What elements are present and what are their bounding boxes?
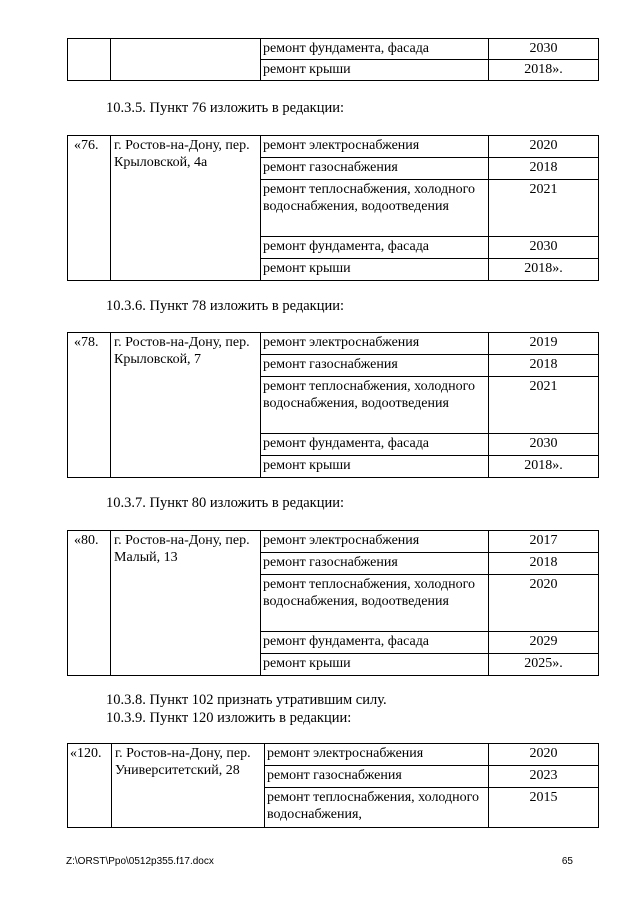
cell-work: ремонт электроснабжения (261, 333, 489, 355)
paragraph-heading: 10.3.9. Пункт 120 изложить в редакции: (106, 710, 352, 726)
cell-year: 2018». (489, 456, 599, 478)
cell-year: 2018». (489, 259, 599, 281)
table-continuation (67, 38, 599, 81)
cell-work: ремонт крыши (261, 60, 489, 81)
cell-work: ремонт электроснабжения (265, 744, 489, 766)
cell-work: ремонт крыши (261, 654, 489, 676)
table-item-76 (67, 135, 599, 281)
cell-year: 2020 (489, 575, 599, 632)
cell-address (111, 39, 261, 81)
cell-num: «80. (68, 531, 111, 676)
footer-page-number: 65 (561, 856, 573, 867)
cell-year: 2017 (489, 531, 599, 553)
cell-work: ремонт электроснабжения (261, 136, 489, 158)
cell-num: «78. (68, 333, 111, 478)
cell-year: 2020 (489, 744, 599, 766)
cell-work: ремонт фундамента, фасада (261, 39, 489, 60)
table-row (68, 136, 599, 158)
cell-year: 2021 (489, 377, 599, 434)
cell-year: 2029 (489, 632, 599, 654)
table-item-78 (67, 332, 599, 478)
cell-work: ремонт газоснабжения (261, 158, 489, 180)
cell-work: ремонт фундамента, фасада (261, 434, 489, 456)
table-row (68, 333, 599, 355)
table-row (68, 531, 599, 553)
cell-work: ремонт газоснабжения (265, 766, 489, 788)
cell-year: 2025». (489, 654, 599, 676)
cell-year: 2030 (489, 39, 599, 60)
cell-work: ремонт электроснабжения (261, 531, 489, 553)
cell-work: ремонт фундамента, фасада (261, 632, 489, 654)
cell-address: г. Ростов-на-Дону, пер. Университетский, 28 (112, 744, 265, 828)
cell-work: ремонт теплоснабжения, холодного водоснабжения, водоотведения (261, 377, 489, 434)
paragraph-item-102: 10.3.8. Пункт 102 признать утратившим силу. (106, 692, 387, 708)
cell-work: ремонт газоснабжения (261, 355, 489, 377)
cell-work: ремонт фундамента, фасада (261, 237, 489, 259)
cell-num (68, 39, 111, 81)
cell-work: ремонт газоснабжения (261, 553, 489, 575)
cell-address: г. Ростов-на-Дону, пер. Малый, 13 (111, 531, 261, 676)
table-row (68, 744, 599, 766)
cell-year: 2020 (489, 136, 599, 158)
cell-address: г. Ростов-на-Дону, пер. Крыловской, 4а (111, 136, 261, 281)
cell-year: 2015 (489, 788, 599, 828)
cell-work: ремонт теплоснабжения, холодного водоснабжения, (265, 788, 489, 828)
cell-year: 2023 (489, 766, 599, 788)
paragraph-heading: 10.3.5. Пункт 76 изложить в редакции: (106, 100, 345, 116)
cell-year: 2030 (489, 237, 599, 259)
cell-address: г. Ростов-на-Дону, пер. Крыловской, 7 (111, 333, 261, 478)
cell-num: «120. (68, 744, 112, 828)
footer-file-path: Z:\ORST\Ppo\0512p355.f17.docx (66, 856, 214, 867)
paragraph-heading: 10.3.6. Пункт 78 изложить в редакции: (106, 298, 345, 314)
cell-year: 2018». (489, 60, 599, 81)
cell-year: 2021 (489, 180, 599, 237)
paragraph-heading: 10.3.7. Пункт 80 изложить в редакции: (106, 495, 345, 511)
cell-work: ремонт крыши (261, 259, 489, 281)
cell-year: 2018 (489, 355, 599, 377)
cell-year: 2030 (489, 434, 599, 456)
cell-year: 2018 (489, 553, 599, 575)
table-item-80 (67, 530, 599, 676)
cell-work: ремонт крыши (261, 456, 489, 478)
table-row (68, 39, 599, 60)
cell-year: 2018 (489, 158, 599, 180)
cell-work: ремонт теплоснабжения, холодного водоснабжения, водоотведения (261, 575, 489, 632)
table-item-120 (67, 743, 599, 828)
cell-year: 2019 (489, 333, 599, 355)
cell-num: «76. (68, 136, 111, 281)
cell-work: ремонт теплоснабжения, холодного водоснабжения, водоотведения (261, 180, 489, 237)
